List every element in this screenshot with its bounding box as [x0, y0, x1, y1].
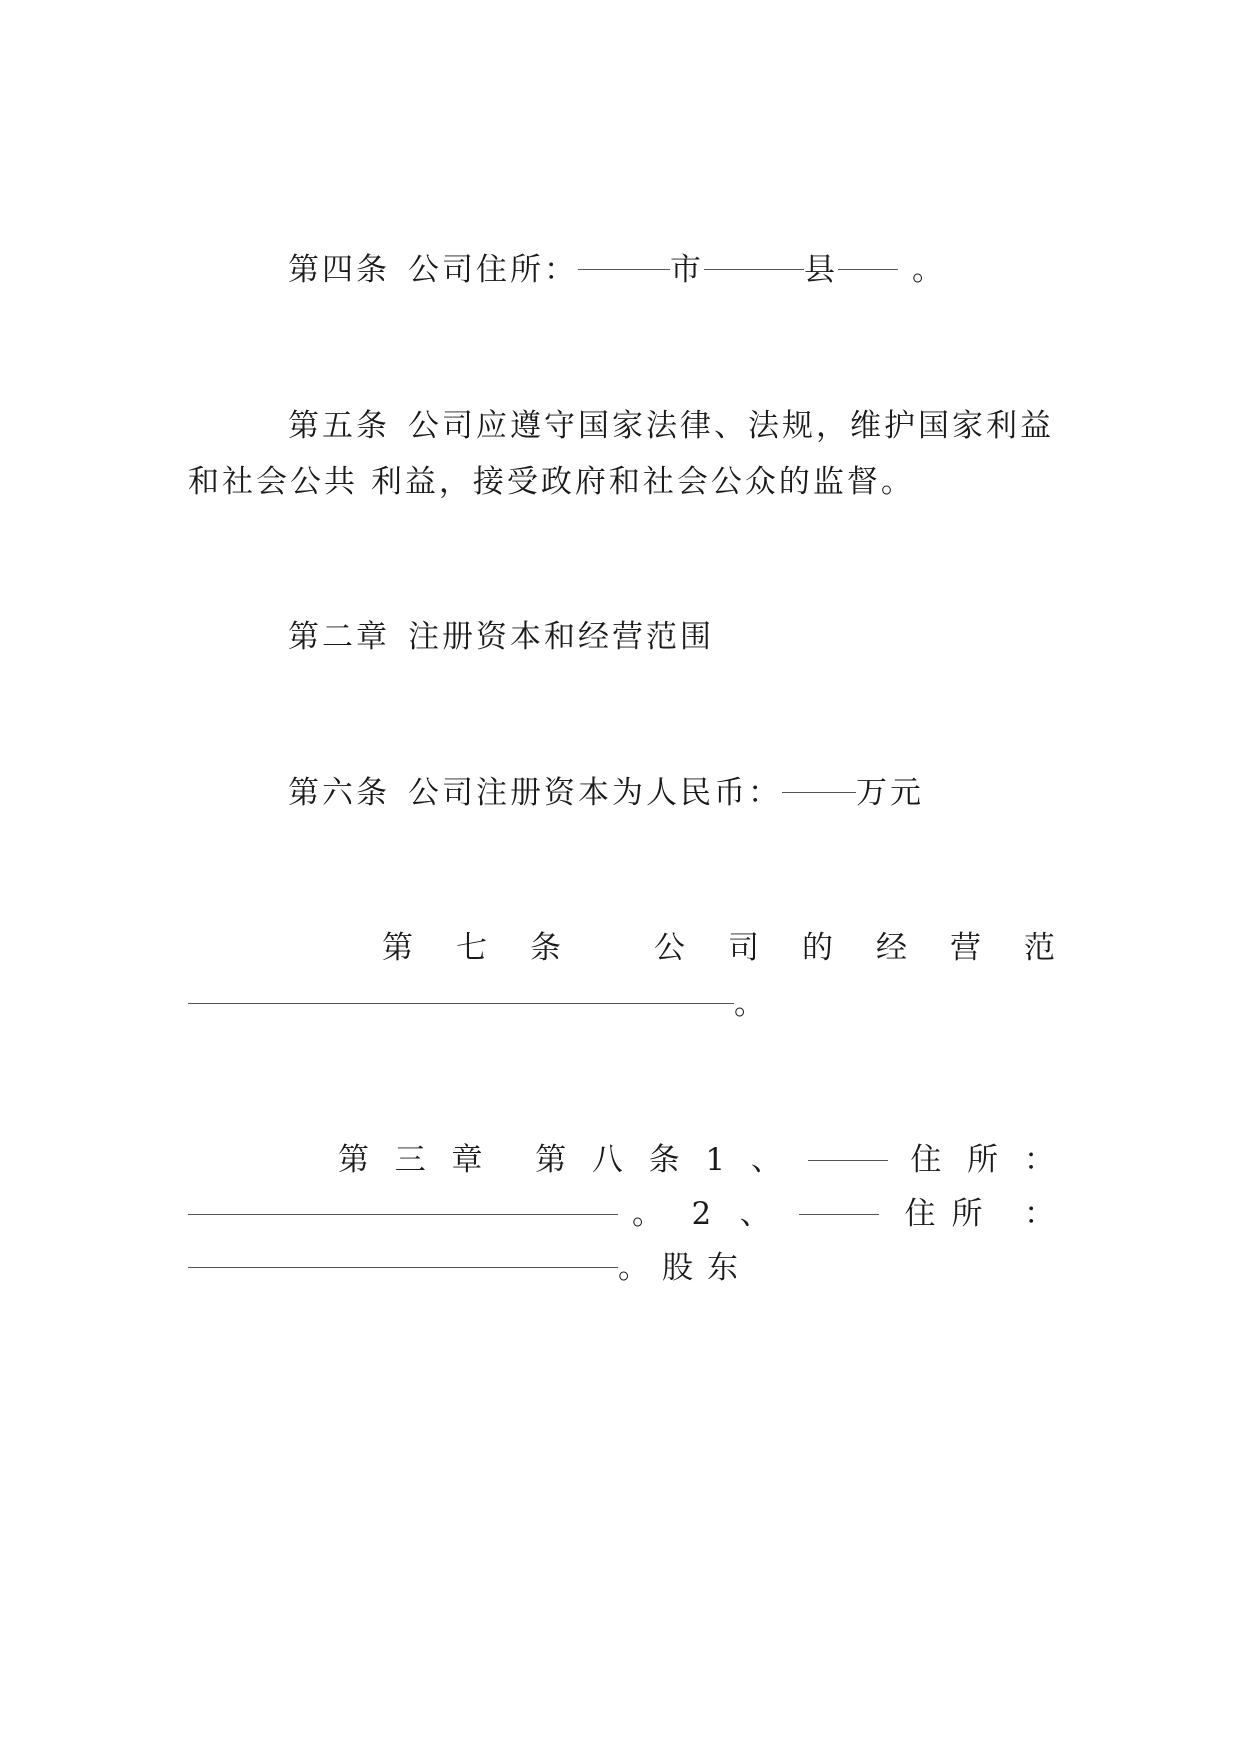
article-7-char: 七: [456, 930, 490, 966]
address-label: 住所: [904, 1196, 999, 1232]
article-7-char: 范: [1024, 930, 1058, 966]
county-label: 县: [804, 252, 838, 288]
article-4: [188, 242, 1058, 298]
article-5-text-1: 公司应遵守国家法律、法规，维护国家利益: [408, 408, 1054, 444]
article-7-char: 司: [728, 930, 762, 966]
article-5-text-2: 和社会公共 利益，接受政府和社会公众的监督。: [188, 464, 915, 500]
chapter-3-char: 住: [910, 1142, 945, 1178]
business-scope-blank: [188, 1002, 734, 1004]
address-colon: ：: [1024, 1196, 1058, 1232]
chapter-3-char: 、: [750, 1142, 785, 1178]
shareholder-2-sep: 、: [739, 1196, 774, 1232]
address-blank-2: [704, 268, 804, 270]
chapter-3-char: 章: [451, 1142, 486, 1178]
article-6-label: 第六条: [288, 775, 390, 811]
chapter-2-label: 第二章: [288, 619, 390, 655]
address-blank-3: [838, 268, 898, 270]
article-5-line-2: [188, 454, 1058, 510]
article-7-char: 的: [802, 930, 836, 966]
shareholder-2-blank: [799, 1213, 879, 1215]
shareholder-2-number: 2: [691, 1196, 715, 1232]
article-7-char: 第: [382, 930, 416, 966]
chapter-3-char: 条: [648, 1142, 683, 1178]
chapter-3-char: 第: [535, 1142, 570, 1178]
article-7-end: 。: [734, 986, 768, 1022]
article-7-char: 营: [950, 930, 984, 966]
article-4-label: 第四条: [288, 252, 390, 288]
chapter-3-char: 第: [338, 1142, 372, 1178]
chapter-3-line-1: [338, 1132, 1058, 1188]
capital-unit: 万元: [856, 775, 924, 811]
chapter-3-char: 三: [394, 1142, 429, 1178]
article-7-line-1: [382, 920, 1058, 976]
article-4-text: 公司住所：: [408, 252, 578, 288]
article-7-char: 经: [876, 930, 910, 966]
capital-blank: [782, 791, 856, 793]
address-blank-1: [578, 268, 670, 270]
article-7-line-2: [188, 976, 1058, 1032]
article-6-text: 公司注册资本为人民币：: [408, 775, 782, 811]
chapter-3-line-2: [188, 1186, 1058, 1242]
chapter-3-char: 所: [967, 1142, 1002, 1178]
shareholder-1-blank: [808, 1159, 888, 1161]
shareholder-label: 股东: [662, 1250, 752, 1286]
line-2-end: 。: [632, 1196, 666, 1232]
article-5-label: 第五条: [288, 408, 390, 444]
article-7-char: 条: [530, 930, 564, 966]
chapter-3-char: 八: [591, 1142, 626, 1178]
shareholder-1-address-blank: [188, 1213, 618, 1215]
chapter-2-heading: [188, 609, 1058, 665]
article-7-char: 公: [654, 930, 688, 966]
article-4-end: 。: [912, 252, 946, 288]
chapter-3-line-3: [188, 1240, 1058, 1296]
article-5-line-1: [188, 398, 1058, 454]
chapter-3-char: ：: [1023, 1142, 1058, 1178]
city-label: 市: [670, 252, 704, 288]
article-6: [188, 765, 1058, 821]
line-3-end: 。: [618, 1250, 652, 1286]
chapter-3-char: 1: [705, 1142, 729, 1178]
shareholder-2-address-blank: [188, 1266, 618, 1268]
chapter-2-title: 注册资本和经营范围: [408, 619, 714, 655]
